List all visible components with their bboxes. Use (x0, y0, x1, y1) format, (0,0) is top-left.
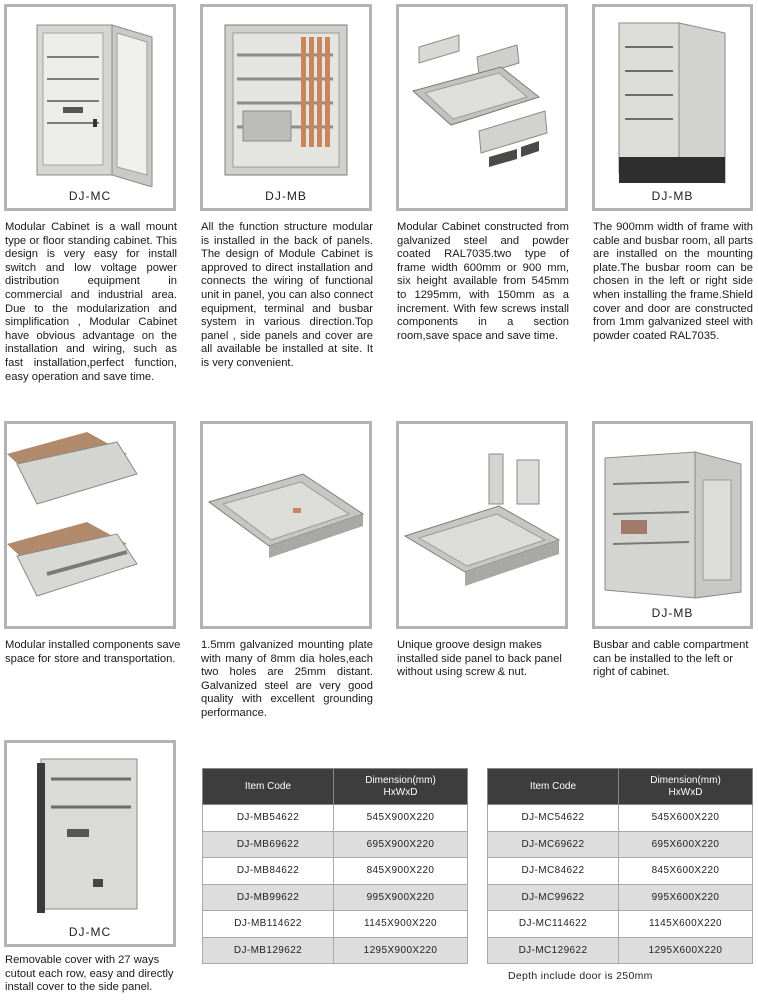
product-caption: DJ-MB (651, 189, 694, 203)
item-code-cell: DJ-MB99622 (203, 884, 334, 911)
dimension-cell: 545X600X220 (619, 805, 753, 832)
dimension-cell: 845X600X220 (619, 858, 753, 885)
floor-cabinet-open-door-icon (595, 7, 750, 187)
table-row (203, 805, 468, 832)
product-description: Modular Cabinet constructed from galvanized steel and powder coated RAL7035.two type of frame width 600mm or 900 mm, six height available from 545mm to 1295mm, with 150mm as a increment. With few screws install components in a section room,save space and save time. (397, 221, 569, 342)
column-header-dimension: Dimension(mm) HxWxD (619, 769, 753, 805)
product-description: All the function structure modular is installed in the back of panels. The design of Module Cabinet is approved to direct installation and connects the wiring of functional unit in panel, you can also connect equipment, terminal and busbar system in various direction.Top panel , side panels and cover are all available be installed at site. It is very convenient. (201, 221, 373, 369)
product-description: 1.5mm galvanized mounting plate with many of 8mm dia holes,each two holes are 25mm distant. Galvanized steel are very good quality with excellent grounding performance. (201, 639, 373, 719)
table-row (203, 884, 468, 911)
dimension-cell: 845X900X220 (334, 858, 468, 885)
product-card-3 (396, 4, 568, 211)
table-row (203, 858, 468, 885)
product-card-5 (4, 421, 176, 629)
dimension-cell: 995X600X220 (619, 884, 753, 911)
cabinet-cover-front-icon (7, 743, 173, 923)
depth-note: Depth include door is 250mm (508, 970, 653, 982)
product-card-9 (4, 740, 176, 947)
item-code-cell: DJ-MC84622 (488, 858, 619, 885)
table-row (203, 831, 468, 858)
spec-table-mb (202, 768, 468, 964)
busbar-compartment-cabinet-icon (595, 424, 750, 604)
product-caption: DJ-MB (265, 189, 307, 203)
wall-cabinet-open-door-icon (7, 7, 173, 187)
product-card-7 (396, 421, 568, 629)
item-code-cell: DJ-MC69622 (488, 831, 619, 858)
table-row (488, 831, 753, 858)
item-code-cell: DJ-MB84622 (203, 858, 334, 885)
item-code-cell: DJ-MC54622 (488, 805, 619, 832)
dimension-cell: 1295X900X220 (334, 937, 468, 964)
dimension-cell: 1145X900X220 (334, 911, 468, 938)
item-code-cell: DJ-MC129622 (488, 937, 619, 964)
product-card-6 (200, 421, 372, 629)
product-description: The 900mm width of frame with cable and busbar room, all parts are installed on the mounting plate.The busbar room can be chosen in the left or right side when installing the frame.Shield cover and door are constructed from 1mm galvanized steel with powder coated RAL7035. (593, 221, 753, 342)
table-row (203, 911, 468, 938)
item-code-cell: DJ-MC99622 (488, 884, 619, 911)
product-card-8 (592, 421, 753, 629)
column-header-dimension: Dimension(mm) HxWxD (334, 769, 468, 805)
product-description: Unique groove design makes installed side panel to back panel without using screw & nut. (397, 639, 562, 679)
dimension-cell: 1145X600X220 (619, 911, 753, 938)
product-caption: DJ-MC (68, 925, 112, 939)
stacked-components-icon (7, 424, 173, 626)
exploded-frame-parts-icon (399, 7, 565, 207)
table-row (488, 805, 753, 832)
item-code-cell: DJ-MB114622 (203, 911, 334, 938)
item-code-cell: DJ-MB129622 (203, 937, 334, 964)
dimension-cell: 1295X600X220 (619, 937, 753, 964)
product-caption: DJ-MC (68, 189, 112, 203)
product-description: Removable cover with 27 ways cutout each row, easy and directly install cover to the side panel. (5, 954, 174, 994)
dimension-cell: 545X900X220 (334, 805, 468, 832)
table-row (488, 937, 753, 964)
product-card-4 (592, 4, 753, 211)
product-description: Modular Cabinet is a wall mount type or floor standing cabinet. This design is very easy for install switch and low voltage power distribution equipment in commercial and industrial area. Due to the modularization and simplification , Modular Cabinet have obvious advantage on the installation and wiring, such as fast installation,perfect function, easy operation and save time. (5, 221, 177, 383)
cabinet-busbar-interior-icon (203, 7, 369, 187)
spec-table-mc (487, 768, 753, 964)
product-caption: DJ-MB (651, 606, 694, 620)
product-description: Modular installed components save space for store and transportation. (5, 639, 181, 665)
item-code-cell: DJ-MB69622 (203, 831, 334, 858)
mounting-plate-icon (203, 424, 369, 626)
dimension-cell: 995X900X220 (334, 884, 468, 911)
item-code-cell: DJ-MB54622 (203, 805, 334, 832)
product-card-2 (200, 4, 372, 211)
groove-side-panel-icon (399, 424, 565, 626)
dimension-cell: 695X600X220 (619, 831, 753, 858)
table-row (488, 858, 753, 885)
item-code-cell: DJ-MC114622 (488, 911, 619, 938)
table-row (488, 911, 753, 938)
table-row (488, 884, 753, 911)
table-row (203, 937, 468, 964)
dimension-cell: 695X900X220 (334, 831, 468, 858)
product-card-1 (4, 4, 176, 211)
product-description: Busbar and cable compartment can be installed to the left or right of cabinet. (593, 639, 749, 679)
column-header-item-code: Item Code (203, 769, 334, 805)
column-header-item-code: Item Code (488, 769, 619, 805)
